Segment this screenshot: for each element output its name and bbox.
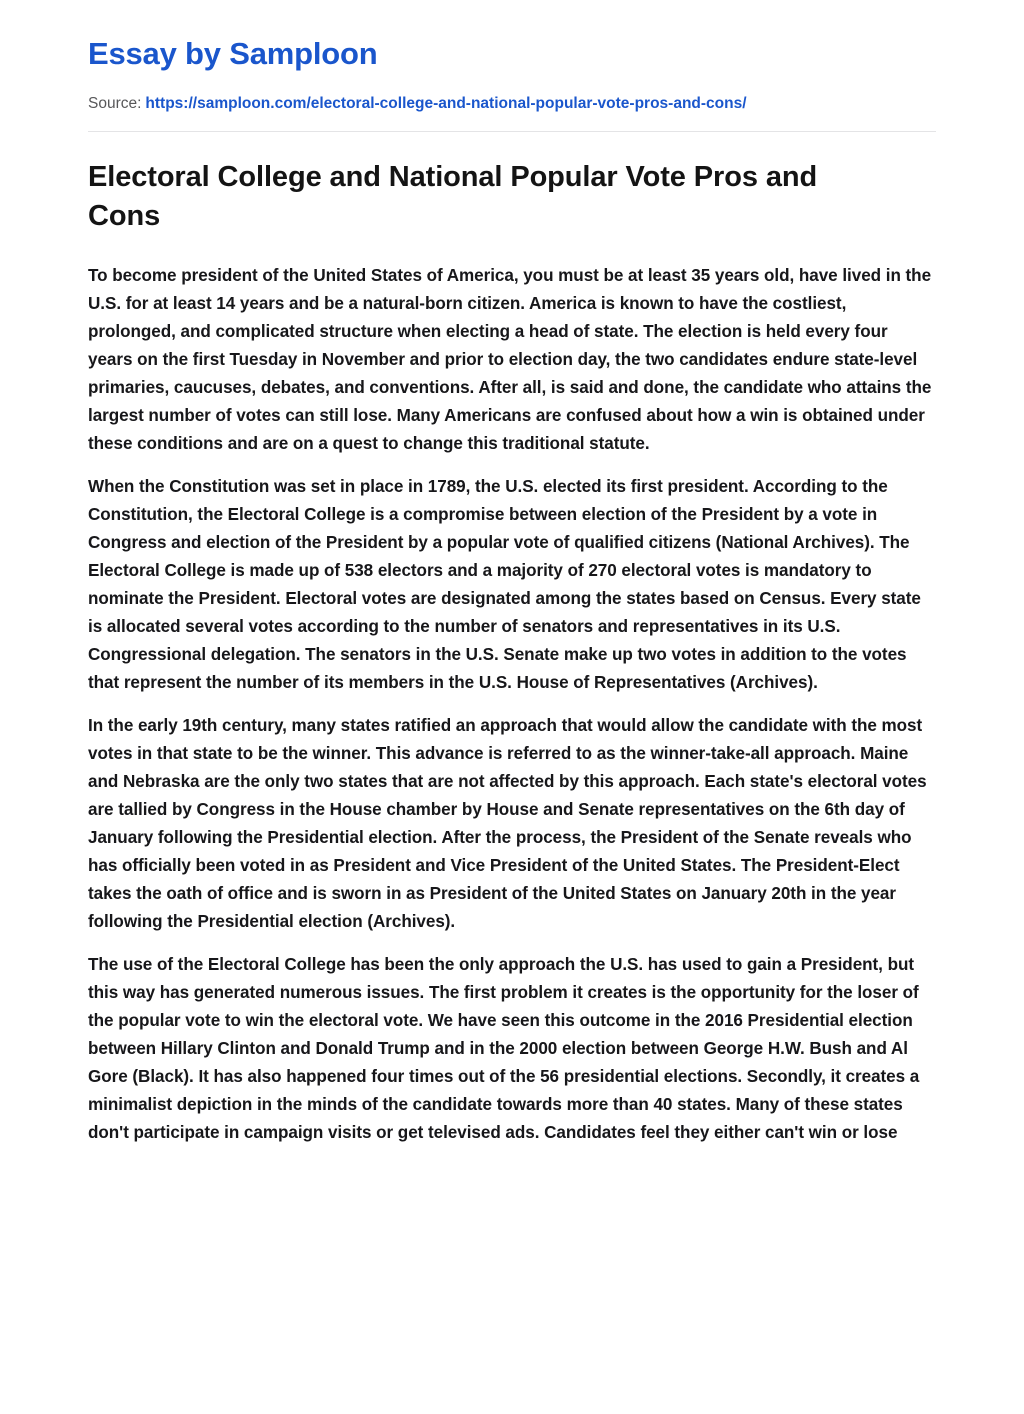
site-header (88, 0, 936, 132)
article-paragraph: When the Constitution was set in place in 1789, the U.S. elected its first president. According to the Constitution, the Electoral College is a compromise between election of the President by a vote in Congress and election of the President by a popular vote of qualified citizens (National Archives). The Electoral College is made up of 538 electors and a majority of 270 electoral votes is mandatory to nominate the President. Electoral votes are designated among the states based on Census. Every state is allocated several votes according to the number of senators and representatives in its U.S. Congressional delegation. The senators in the U.S. Senate make up two votes in addition to the votes that represent the number of its members in the U.S. House of Representatives (Archives). (88, 476, 921, 692)
site-brand-logo[interactable]: Essay by Samploon (88, 36, 378, 71)
article-paragraph: The use of the Electoral College has been the only approach the U.S. has used to gain a President, but this way has generated numerous issues. The first problem it creates is the opportunity for the loser of the popular vote to win the electoral vote. We have seen this outcome in the 2016 Presidential election between Hillary Clinton and Donald Trump and in the 2000 election between George H.W. Bush and Al Gore (Black). It has also happened four times out of the 56 presidential elections. Secondly, it creates a minimalist depiction in the minds of the candidate towards more than 40 states. Many of these states don't participate in campaign visits or get televised ads. Candidates feel they either can't win or lose (88, 954, 920, 1142)
header-divider (88, 131, 936, 132)
article-paragraph: To become president of the United States of America, you must be at least 35 years old, have lived in the U.S. for at least 14 years and be a natural-born citizen. America is known to have the costliest, prolonged, and complicated structure when electing a head of state. The election is held every four years on the first Tuesday in November and prior to election day, the two candidates endure state-level primaries, caucuses, debates, and conventions. After all, is said and done, the candidate who attains the largest number of votes can still lose. Many Americans are confused about how a win is obtained under these conditions and are on a quest to change this traditional statute. (88, 265, 932, 453)
source-url-link[interactable]: https://samploon.com/electoral-college-and-national-popular-vote-pros-and-cons/ (145, 94, 747, 112)
article-body (88, 262, 936, 1147)
article-paragraph: In the early 19th century, many states ratified an approach that would allow the candidate with the most votes in that state to be the winner. This advance is referred to as the winner-take-all approach. Maine and Nebraska are the only two states that are not affected by this approach. Each state's electoral votes are tallied by Congress in the House chamber by House and Senate representatives on the 6th day of January following the Presidential election. After the process, the President of the Senate reveals who has officially been voted in as President and Vice President of the United States. The President-Elect takes the oath of office and is sworn in as President of the United States on January 20th in the year following the Presidential election (Archives). (88, 715, 927, 931)
source-label: Source: (88, 94, 142, 112)
source-line (88, 94, 936, 114)
article-title: Electoral College and National Popular Vote Pros and Cons (88, 160, 818, 232)
